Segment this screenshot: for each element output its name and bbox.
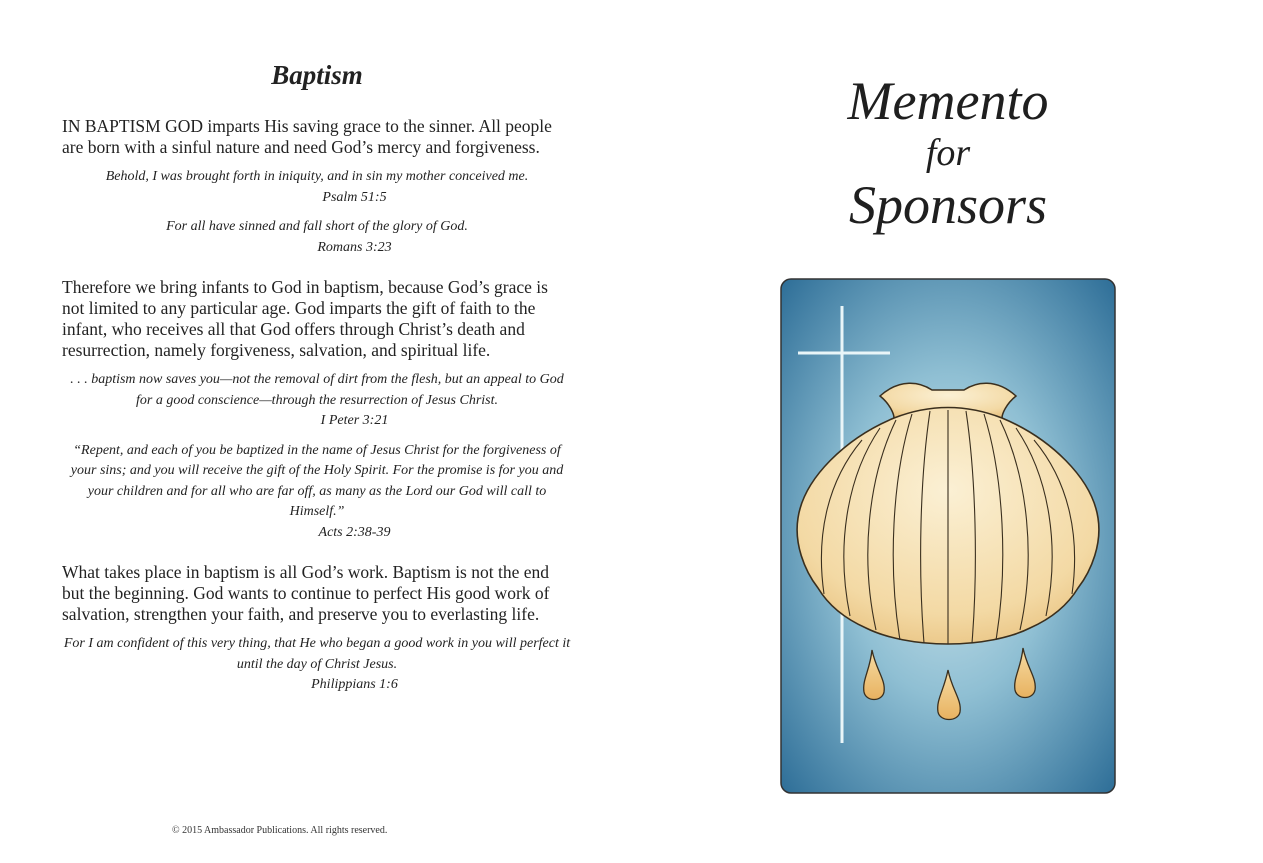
reference-acts: Acts 2:38-39 xyxy=(318,524,391,540)
scallop-shell-illustration xyxy=(780,278,1116,794)
left-page xyxy=(62,60,572,696)
quote-acts: “Repent, and each of you be baptized in the name of Jesus Christ for the forgiveness of your sins; and you will receive the gift of the Holy Spirit. For the promise is for you and your children and for all who are far off, as many as the Lord our God will call to Himself.” xyxy=(70,442,564,519)
quote-psalm: Behold, I was brought forth in iniquity, and in sin my mother conceived me. xyxy=(105,169,529,184)
title-memento: Memento xyxy=(847,71,1049,131)
reference-peter: I Peter 3:21 xyxy=(320,413,389,428)
reference-romans: Romans 3:23 xyxy=(317,239,392,255)
cover-title xyxy=(780,70,1116,236)
paragraph-infants: Therefore we bring infants to God in baptism, because God’s grace is not limited to any particular age. God imparts the gift of faith to the infant, who receives all that God offers through Christ’s death and resurrection, namely forgiveness, salvation, and spiritual life. xyxy=(62,277,548,360)
reference-philippians: Philippians 1:6 xyxy=(311,677,398,692)
quote-romans: For all have sinned and fall short of the glory of God. xyxy=(166,219,468,234)
reference-psalm: Psalm 51:5 xyxy=(322,189,387,205)
copyright-notice: © 2015 Ambassador Publications. All rights reserved. xyxy=(172,825,388,836)
title-sponsors: Sponsors xyxy=(848,175,1048,235)
quote-peter: . . . baptism now saves you—not the removal of dirt from the flesh, but an appeal to God for a good conscience—through the resurrection of Jesus Christ. xyxy=(70,372,564,408)
paragraph-intro: IN BAPTISM GOD imparts His saving grace to the sinner. All people are born with a sinful nature and need God’s mercy and forgiveness. xyxy=(62,116,552,157)
page-heading: Baptism xyxy=(271,60,363,90)
paragraph-gods-work: What takes place in baptism is all God’s work. Baptism is not the end but the beginning. God wants to continue to perfect His good work of salvation, strengthen your faith, and preserve you to everlasting life. xyxy=(62,562,550,624)
title-for: for xyxy=(925,132,971,174)
cover-illustration xyxy=(780,278,1116,794)
quote-philippians: For I am confident of this very thing, that He who began a good work in you will perfect it until the day of Christ Jesus. xyxy=(63,636,571,672)
